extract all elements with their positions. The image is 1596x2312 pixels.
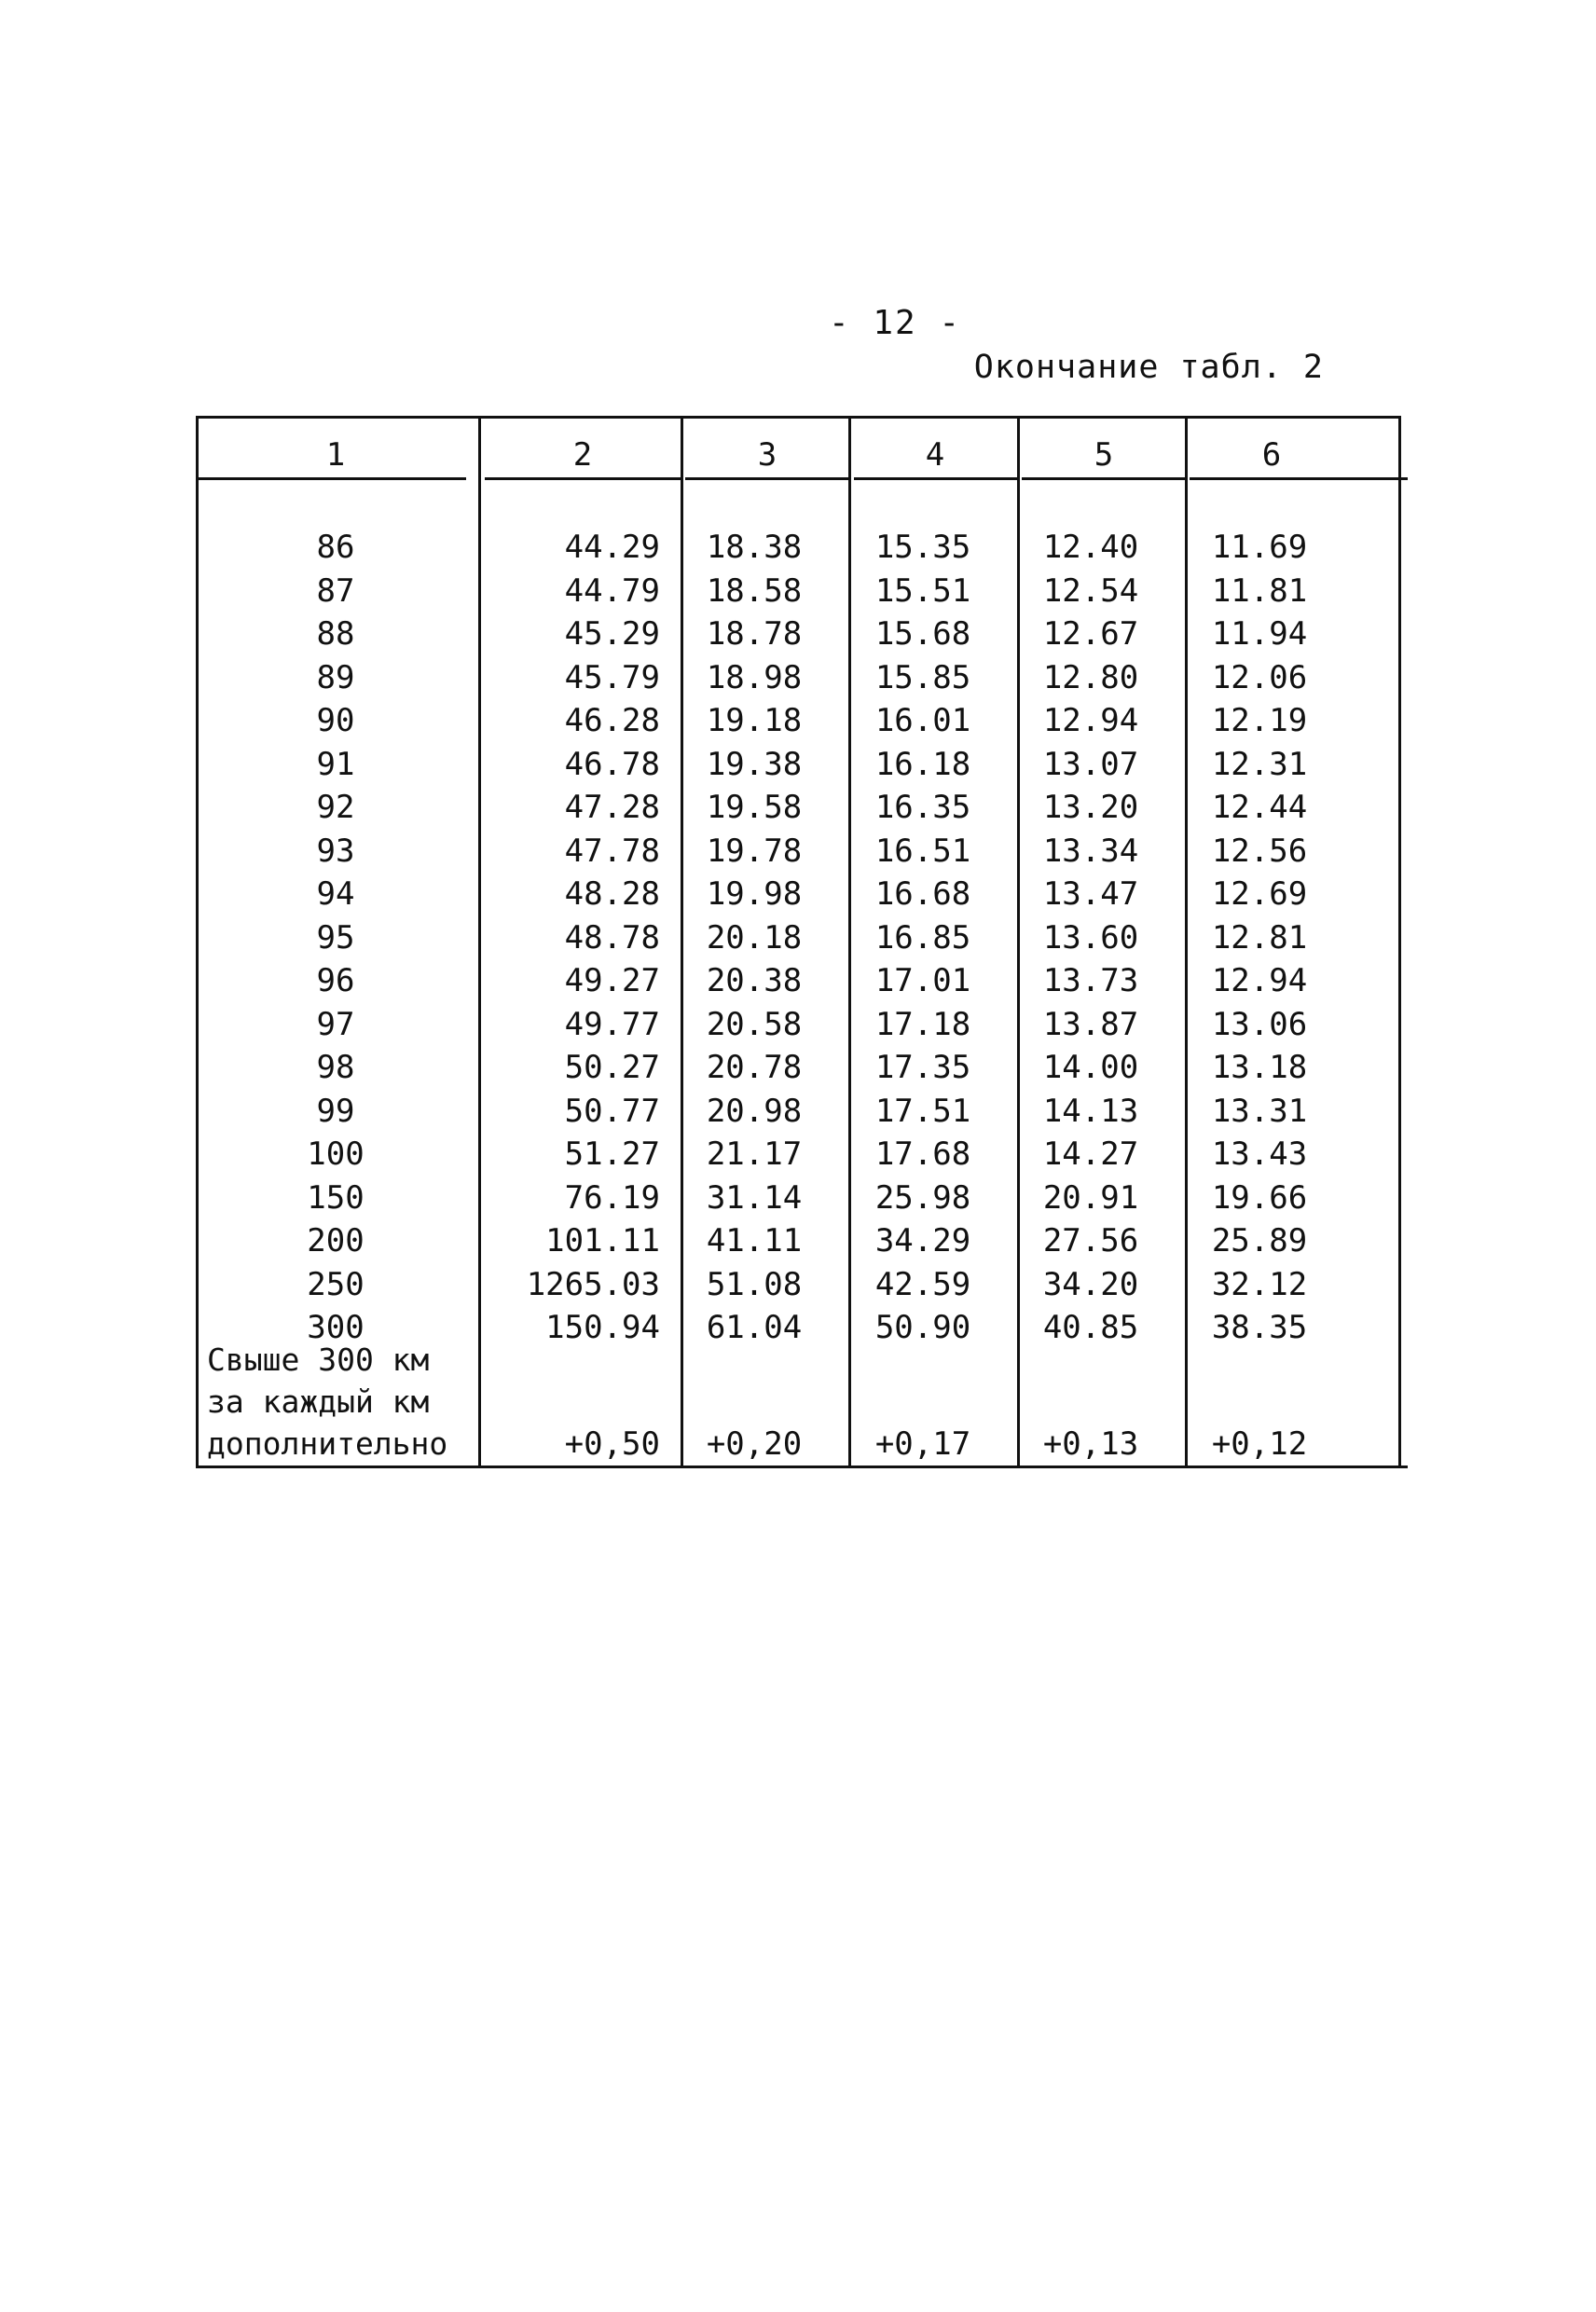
table-row bbox=[196, 1003, 1408, 1047]
value-cell: 12.31 bbox=[1211, 745, 1308, 783]
value-cell: 17.68 bbox=[874, 1135, 971, 1173]
value-cell: 14.13 bbox=[1042, 1092, 1139, 1130]
distance-cell: 100 bbox=[307, 1135, 365, 1173]
table-row bbox=[196, 1263, 1408, 1307]
value-cell: 51.08 bbox=[706, 1265, 803, 1303]
value-cell: 12.69 bbox=[1211, 875, 1308, 913]
distance-cell: 93 bbox=[316, 832, 355, 870]
distance-cell: 99 bbox=[316, 1092, 355, 1130]
value-cell: 46.78 bbox=[564, 745, 660, 783]
value-cell: 17.18 bbox=[874, 1005, 971, 1043]
distance-cell: 98 bbox=[316, 1049, 355, 1086]
value-cell: 34.29 bbox=[874, 1222, 971, 1259]
value-cell: 21.17 bbox=[706, 1135, 803, 1173]
value-cell: 16.68 bbox=[874, 875, 971, 913]
table-caption: Окончание табл. 2 bbox=[973, 349, 1324, 386]
distance-cell: 95 bbox=[316, 918, 355, 956]
table-bottom-rule bbox=[196, 1466, 1408, 1468]
value-cell: 46.28 bbox=[564, 702, 660, 739]
value-cell: 19.98 bbox=[706, 875, 803, 913]
value-cell: 18.98 bbox=[706, 658, 803, 696]
value-cell: 32.12 bbox=[1211, 1265, 1308, 1303]
value-cell: 15.85 bbox=[874, 658, 971, 696]
value-cell: 12.94 bbox=[1211, 962, 1308, 999]
distance-cell: 92 bbox=[316, 789, 355, 826]
table-row bbox=[196, 1133, 1408, 1177]
value-cell: 76.19 bbox=[564, 1178, 660, 1217]
value-cell: 20.91 bbox=[1042, 1178, 1139, 1217]
value-cell: 12.67 bbox=[1042, 615, 1139, 653]
value-cell: 19.18 bbox=[706, 702, 803, 739]
value-cell: 50.90 bbox=[874, 1309, 971, 1346]
value-cell: 13.34 bbox=[1042, 832, 1139, 870]
value-cell: 19.58 bbox=[706, 789, 803, 826]
value-cell: 45.29 bbox=[564, 615, 660, 653]
table-row bbox=[196, 743, 1408, 787]
header-rule-col-3 bbox=[685, 477, 851, 480]
value-cell: 25.98 bbox=[874, 1178, 971, 1217]
table-row bbox=[196, 526, 1408, 570]
value-cell: 15.35 bbox=[874, 529, 971, 566]
value-cell: 12.19 bbox=[1211, 702, 1308, 739]
value-cell: 11.81 bbox=[1211, 571, 1308, 610]
header-rule-col-5 bbox=[1022, 477, 1188, 480]
distance-cell: 87 bbox=[316, 571, 355, 610]
table-body bbox=[196, 526, 1408, 1350]
value-cell: 13.87 bbox=[1042, 1005, 1139, 1043]
distance-cell: 94 bbox=[316, 875, 355, 913]
value-cell: 13.06 bbox=[1211, 1005, 1308, 1043]
extra-value-cell: +0,17 bbox=[874, 1425, 971, 1463]
value-cell: 12.80 bbox=[1042, 658, 1139, 696]
value-cell: 51.27 bbox=[564, 1135, 660, 1173]
value-cell: 16.35 bbox=[874, 789, 971, 826]
extra-row-label-line-2: за каждый км bbox=[207, 1383, 430, 1420]
extra-value-cell: +0,13 bbox=[1042, 1425, 1139, 1463]
distance-cell: 150 bbox=[307, 1178, 365, 1217]
value-cell: 44.29 bbox=[564, 529, 660, 566]
value-cell: 12.54 bbox=[1042, 571, 1139, 610]
value-cell: 19.38 bbox=[706, 745, 803, 783]
extra-row-label-line-3: дополнительно bbox=[207, 1425, 448, 1462]
value-cell: 14.27 bbox=[1042, 1135, 1139, 1173]
table-row bbox=[196, 699, 1408, 743]
distance-cell: 200 bbox=[307, 1222, 365, 1259]
value-cell: 49.27 bbox=[564, 962, 660, 999]
table-row bbox=[196, 786, 1408, 830]
value-cell: 13.20 bbox=[1042, 789, 1139, 826]
table-row bbox=[196, 1090, 1408, 1134]
value-cell: 42.59 bbox=[874, 1265, 971, 1303]
value-cell: 27.56 bbox=[1042, 1222, 1139, 1259]
distance-cell: 90 bbox=[316, 702, 355, 739]
value-cell: 17.51 bbox=[874, 1092, 971, 1130]
value-cell: 12.44 bbox=[1211, 789, 1308, 826]
value-cell: 41.11 bbox=[706, 1222, 803, 1259]
value-cell: 20.58 bbox=[706, 1005, 803, 1043]
value-cell: 13.07 bbox=[1042, 745, 1139, 783]
value-cell: 16.85 bbox=[874, 918, 971, 956]
value-cell: 13.60 bbox=[1042, 918, 1139, 956]
value-cell: 44.79 bbox=[564, 571, 660, 610]
value-cell: 38.35 bbox=[1211, 1309, 1308, 1346]
value-cell: 45.79 bbox=[564, 658, 660, 696]
distance-cell: 89 bbox=[316, 658, 355, 696]
extra-value-cell: +0,50 bbox=[564, 1425, 660, 1463]
header-rule-col-4 bbox=[854, 477, 1019, 480]
distance-cell: 250 bbox=[307, 1265, 365, 1303]
table-row bbox=[196, 612, 1408, 656]
value-cell: 13.47 bbox=[1042, 875, 1139, 913]
value-cell: 25.89 bbox=[1211, 1222, 1308, 1259]
column-header-3: 3 bbox=[757, 436, 777, 474]
table-row bbox=[196, 959, 1408, 1003]
value-cell: 11.69 bbox=[1211, 529, 1308, 566]
table-row bbox=[196, 873, 1408, 916]
value-cell: 48.78 bbox=[564, 918, 660, 956]
value-cell: 48.28 bbox=[564, 875, 660, 913]
value-cell: 34.20 bbox=[1042, 1265, 1139, 1303]
value-cell: 50.77 bbox=[564, 1092, 660, 1130]
distance-cell: 300 bbox=[307, 1309, 365, 1346]
value-cell: 47.28 bbox=[564, 789, 660, 826]
table-row bbox=[196, 830, 1408, 874]
value-cell: 18.38 bbox=[706, 529, 803, 566]
value-cell: 13.73 bbox=[1042, 962, 1139, 999]
value-cell: 11.94 bbox=[1211, 615, 1308, 653]
value-cell: 61.04 bbox=[706, 1309, 803, 1346]
value-cell: 18.78 bbox=[706, 615, 803, 653]
value-cell: 19.66 bbox=[1211, 1178, 1308, 1217]
column-header-2: 2 bbox=[572, 436, 593, 474]
value-cell: 12.40 bbox=[1042, 529, 1139, 566]
value-cell: 13.31 bbox=[1211, 1092, 1308, 1130]
value-cell: 15.51 bbox=[874, 571, 971, 610]
value-cell: 20.18 bbox=[706, 918, 803, 956]
value-cell: 17.35 bbox=[874, 1049, 971, 1086]
column-header-4: 4 bbox=[925, 436, 945, 474]
value-cell: 40.85 bbox=[1042, 1309, 1139, 1346]
value-cell: 14.00 bbox=[1042, 1049, 1139, 1086]
value-cell: 18.58 bbox=[706, 571, 803, 610]
header-rule-col-2 bbox=[485, 477, 681, 480]
value-cell: 1265.03 bbox=[526, 1265, 660, 1303]
page-number: - 12 - bbox=[828, 304, 962, 342]
extra-row-label-line-1: Свыше 300 км bbox=[207, 1342, 430, 1378]
distance-cell: 88 bbox=[316, 615, 355, 653]
table-row bbox=[196, 1046, 1408, 1090]
value-cell: 13.18 bbox=[1211, 1049, 1308, 1086]
value-cell: 50.27 bbox=[564, 1049, 660, 1086]
value-cell: 101.11 bbox=[545, 1222, 660, 1259]
value-cell: 31.14 bbox=[706, 1178, 803, 1217]
distance-cell: 97 bbox=[316, 1005, 355, 1043]
table-row bbox=[196, 1219, 1408, 1263]
value-cell: 20.78 bbox=[706, 1049, 803, 1086]
value-cell: 17.01 bbox=[874, 962, 971, 999]
column-header-5: 5 bbox=[1094, 436, 1114, 474]
distance-cell: 96 bbox=[316, 962, 355, 999]
value-cell: 13.43 bbox=[1211, 1135, 1308, 1173]
extra-value-cell: +0,12 bbox=[1211, 1425, 1308, 1463]
value-cell: 47.78 bbox=[564, 832, 660, 870]
value-cell: 12.06 bbox=[1211, 658, 1308, 696]
table-row bbox=[196, 1177, 1408, 1220]
value-cell: 150.94 bbox=[545, 1309, 660, 1346]
value-cell: 12.81 bbox=[1211, 918, 1308, 956]
value-cell: 15.68 bbox=[874, 615, 971, 653]
distance-cell: 86 bbox=[316, 529, 355, 566]
value-cell: 16.51 bbox=[874, 832, 971, 870]
value-cell: 19.78 bbox=[706, 832, 803, 870]
data-table bbox=[196, 416, 1408, 1469]
table-row bbox=[196, 916, 1408, 960]
value-cell: 16.01 bbox=[874, 702, 971, 739]
header-rule-col-6 bbox=[1190, 477, 1408, 480]
value-cell: 12.56 bbox=[1211, 832, 1308, 870]
table-top-rule bbox=[196, 416, 1400, 419]
value-cell: 49.77 bbox=[564, 1005, 660, 1043]
column-header-6: 6 bbox=[1261, 436, 1282, 474]
table-row bbox=[196, 656, 1408, 700]
value-cell: 20.98 bbox=[706, 1092, 803, 1130]
column-header-1: 1 bbox=[325, 436, 346, 474]
value-cell: 12.94 bbox=[1042, 702, 1139, 739]
extra-value-cell: +0,20 bbox=[706, 1425, 803, 1463]
value-cell: 16.18 bbox=[874, 745, 971, 783]
table-row bbox=[196, 570, 1408, 613]
distance-cell: 91 bbox=[316, 745, 355, 783]
header-rule-col-1 bbox=[196, 477, 466, 480]
value-cell: 20.38 bbox=[706, 962, 803, 999]
